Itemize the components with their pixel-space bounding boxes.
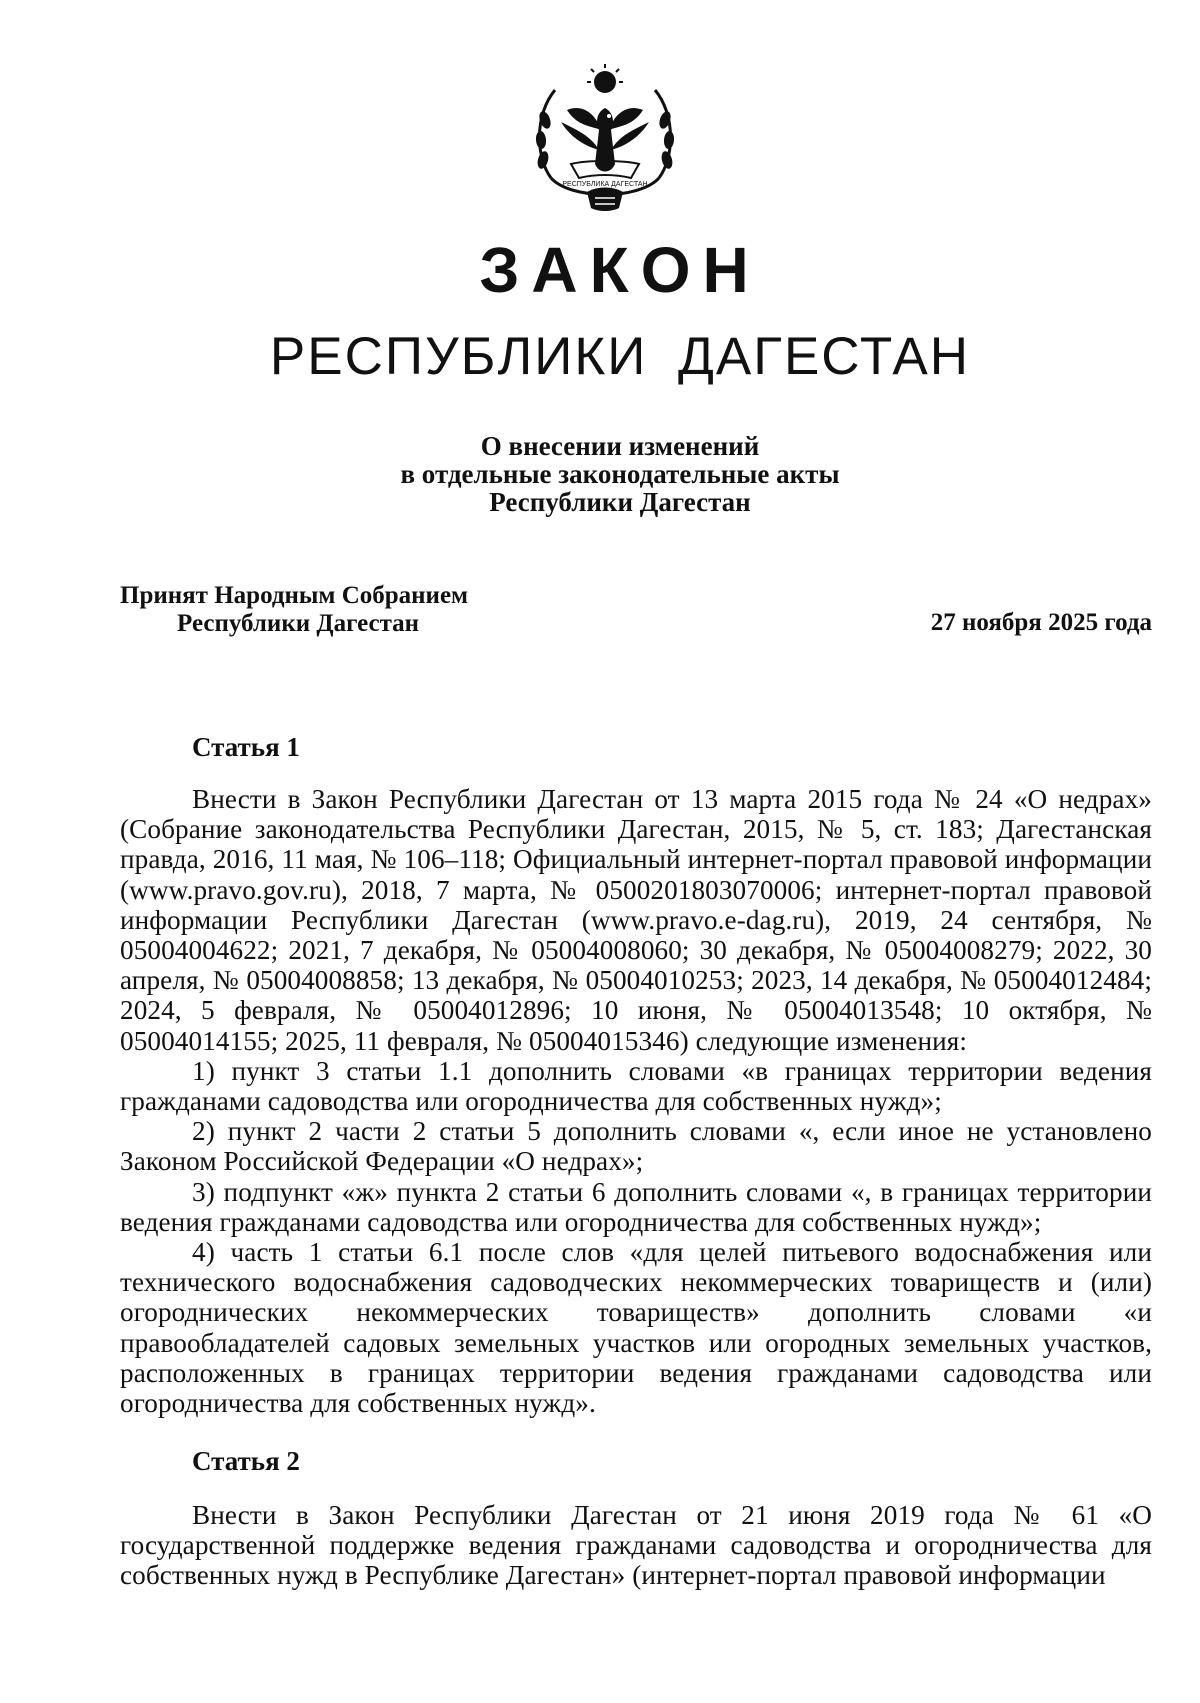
subject-line-1: О внесении изменений <box>480 431 760 461</box>
adopted-by <box>120 582 468 638</box>
svg-text:РЕСПУБЛИКА ДАГЕСТАН: РЕСПУБЛИКА ДАГЕСТАН <box>562 181 648 188</box>
adopted-line-1: Принят Народным Собранием <box>120 582 469 609</box>
law-title: ЗАКОН <box>479 234 761 306</box>
article-1-item-2: 2) пункт 2 части 2 статьи 5 дополнить словами «, если иное не установлено Законом Российской Федерации «О недрах»; <box>120 1116 1152 1177</box>
article-2-intro: Внести в Закон Республики Дагестан от 21 июня 2019 года № 61 «О государственной поддержке ведения гражданами садоводства и огородничества для собственных нужд в Республике Дагестан» (интернет-портал правовой информации <box>120 1500 1152 1591</box>
adopted-line-2: Республики Дагестан <box>177 610 420 637</box>
article-1-heading: Статья 1 <box>192 732 300 762</box>
adoption-date: 27 ноября 2025 года <box>930 609 1152 636</box>
law-subtitle: РЕСПУБЛИКИ ДАГЕСТАН <box>269 327 971 386</box>
article-2-text <box>120 1500 1152 1591</box>
article-1-item-4: 4) часть 1 статьи 6.1 после слов «для целей питьевого водоснабжения или технического водоснабжения садоводческих некоммерческих товариществ и (или) огороднических некоммерческих товариществ» дополнить словами «и правообладателей садовых земельных участков или огородных земельных участков, расположенных в границах территории ведения гражданами садоводства или огородничества для собственных нужд». <box>120 1237 1152 1419</box>
subject-line-2: в отдельные законодательные акты <box>400 459 840 489</box>
article-1-text <box>120 784 1152 1418</box>
article-2-heading: Статья 2 <box>192 1446 300 1476</box>
subject-line-3: Республики Дагестан <box>489 487 751 517</box>
law-subject <box>0 432 1200 516</box>
article-1-item-3: 3) подпункт «ж» пункта 2 статьи 6 дополнить словами «, в границах территории ведения гражданами садоводства или огородничества для собственных нужд»; <box>120 1176 1152 1237</box>
dagestan-coat-of-arms-icon <box>531 60 679 220</box>
article-1-intro: Внести в Закон Республики Дагестан от 13 марта 2015 года № 24 «О недрах» (Собрание законодательства Республики Дагестан, 2015, № 5, ст. 183; Дагестанская правда, 2016, 11 мая, № 106–118; Официальный интернет-портал правовой информации (www.pravo.gov.ru), 2018, 7 марта, № 0500201803070006; интернет-портал правовой информации Республики Дагестан (www.pravo.e-dag.ru), 2019, 24 сентября, № 05004004622; 2021, 7 декабря, № 05004008060; 30 декабря, № 05004008279; 2022, 30 апреля, № 05004008858; 13 декабря, № 05004010253; 2023, 14 декабря, № 05004012484; 2024, 5 февраля, № 05004012896; 10 июня, № 05004013548; 10 октября, № 05004014155; 2025, 11 февраля, № 05004015346) следующие изменения: <box>120 784 1152 1056</box>
article-1-item-1: 1) пункт 3 статьи 1.1 дополнить словами «в границах территории ведения гражданами садоводства или огородничества для собственных нужд»; <box>120 1055 1152 1117</box>
